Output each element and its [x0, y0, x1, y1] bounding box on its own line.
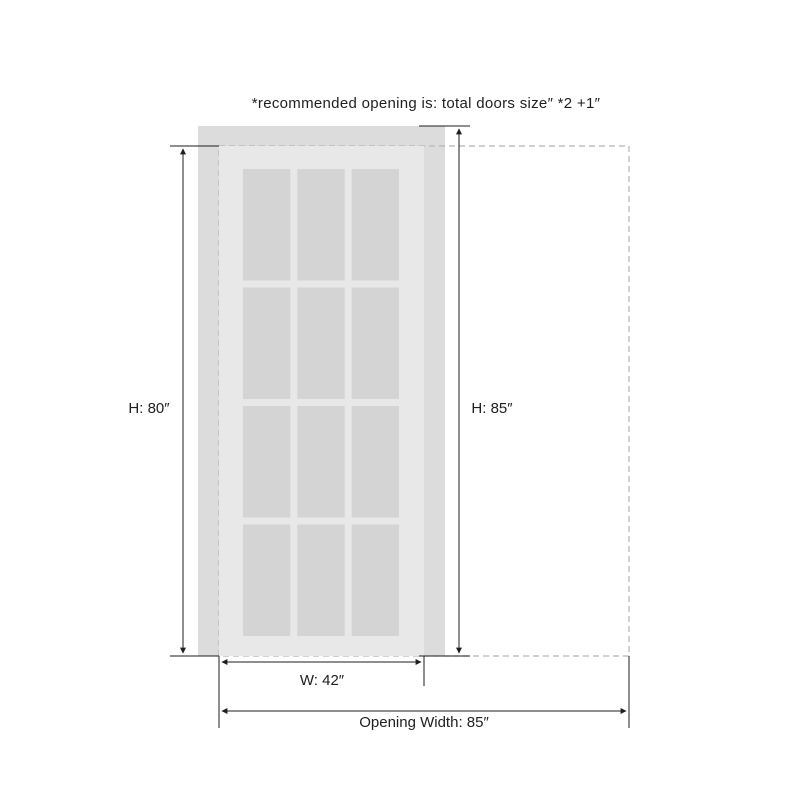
glass-pane: [243, 406, 290, 518]
glass-pane: [297, 288, 344, 400]
glass-pane: [352, 288, 399, 400]
opening-height-label: H: 85″: [471, 400, 513, 417]
glass-pane: [243, 169, 290, 281]
opening-width-label: Opening Width: 85″: [359, 714, 489, 731]
door-width-dimension: [219, 656, 424, 689]
door-height-label: H: 80″: [128, 400, 170, 417]
recommended-opening-note: *recommended opening is: total doors size″ *2 +1″: [251, 95, 601, 112]
door-width-label: W: 42″: [299, 672, 345, 689]
glass-pane: [243, 288, 290, 400]
glass-pane: [297, 525, 344, 637]
glass-pane: [297, 169, 344, 281]
glass-pane: [297, 406, 344, 518]
glass-pane: [352, 406, 399, 518]
glass-pane: [352, 169, 399, 281]
glass-pane: [243, 525, 290, 637]
glass-pane: [352, 525, 399, 637]
